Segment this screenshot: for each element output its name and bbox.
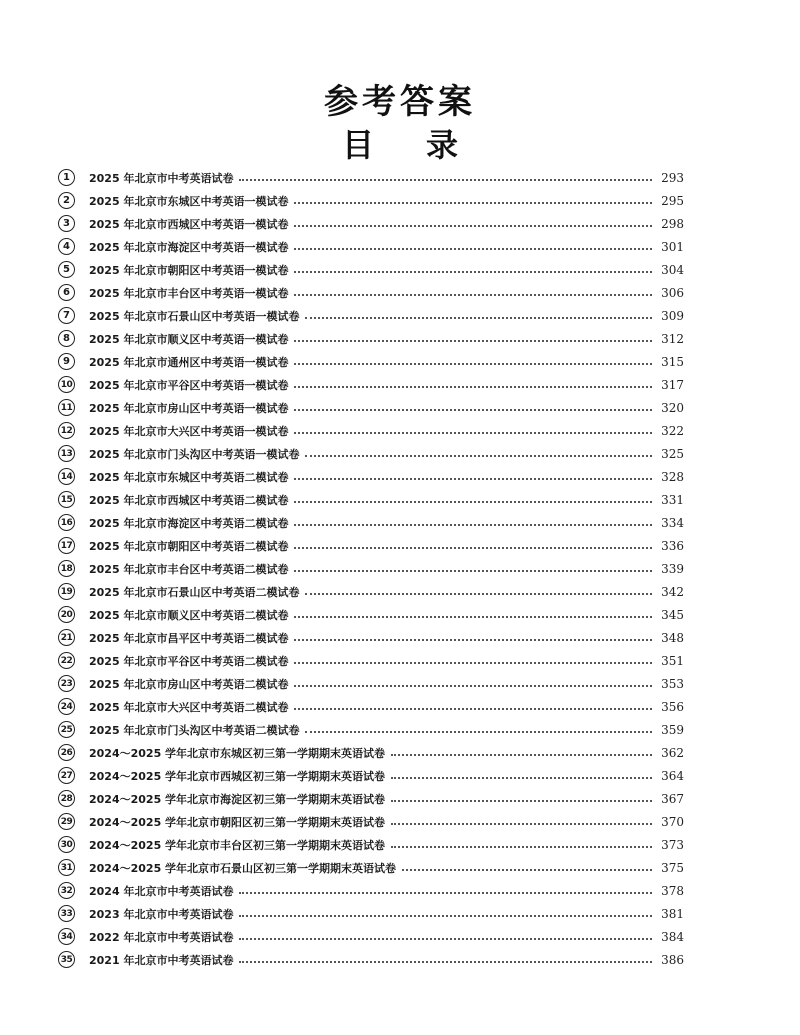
toc-entry[interactable] — [58, 534, 684, 557]
toc-entry[interactable] — [58, 948, 684, 971]
toc-entry[interactable] — [58, 603, 684, 626]
entry-page-number: 320 — [661, 400, 684, 415]
toc-entry[interactable] — [58, 672, 684, 695]
dot-leader — [305, 316, 652, 319]
toc-entry[interactable] — [58, 925, 684, 948]
entry-page-number: 301 — [661, 239, 684, 254]
entry-number-badge: 30 — [58, 836, 75, 853]
entry-title: 2025 年北京市西城区中考英语二模试卷 — [89, 493, 289, 507]
toc-entry[interactable] — [58, 442, 684, 465]
dot-leader — [239, 937, 652, 940]
toc-entry[interactable] — [58, 327, 684, 350]
entry-title: 2025 年北京市朝阳区中考英语一模试卷 — [89, 263, 289, 277]
entry-number-badge: 20 — [58, 606, 75, 623]
toc-entry[interactable] — [58, 396, 684, 419]
entry-page-number: 306 — [661, 285, 684, 300]
entry-page-number: 367 — [661, 791, 684, 806]
toc-entry[interactable] — [58, 580, 684, 603]
entry-page-number: 359 — [661, 722, 684, 737]
dot-leader — [294, 707, 652, 710]
toc-entry[interactable] — [58, 488, 684, 511]
entry-title: 2025 年北京市石景山区中考英语一模试卷 — [89, 309, 300, 323]
entry-title: 2025 年北京市平谷区中考英语二模试卷 — [89, 654, 289, 668]
entry-title: 2025 年北京市大兴区中考英语一模试卷 — [89, 424, 289, 438]
dot-leader — [294, 270, 652, 273]
entry-page-number: 334 — [661, 515, 684, 530]
entry-title: 2025 年北京市丰台区中考英语一模试卷 — [89, 286, 289, 300]
entry-page-number: 317 — [661, 377, 684, 392]
entry-number-badge: 4 — [58, 238, 75, 255]
toc-entry[interactable] — [58, 557, 684, 580]
dot-leader — [294, 385, 652, 388]
entry-number-badge: 27 — [58, 767, 75, 784]
entry-number-badge: 3 — [58, 215, 75, 232]
dot-leader — [294, 431, 652, 434]
toc-heading: 目录 — [341, 126, 510, 164]
entry-number-badge: 15 — [58, 491, 75, 508]
entry-number-badge: 21 — [58, 629, 75, 646]
entry-page-number: 356 — [661, 699, 684, 714]
entry-title: 2024～2025 学年北京市海淀区初三第一学期期末英语试卷 — [89, 792, 386, 806]
dot-leader — [294, 224, 652, 227]
entry-number-badge: 33 — [58, 905, 75, 922]
entry-page-number: 293 — [661, 170, 684, 185]
entry-title: 2025 年北京市通州区中考英语一模试卷 — [89, 355, 289, 369]
entry-title: 2025 年北京市东城区中考英语二模试卷 — [89, 470, 289, 484]
entry-page-number: 339 — [661, 561, 684, 576]
entry-number-badge: 22 — [58, 652, 75, 669]
entry-number-badge: 8 — [58, 330, 75, 347]
toc-entry[interactable] — [58, 189, 684, 212]
toc-entry[interactable] — [58, 511, 684, 534]
dot-leader — [239, 891, 652, 894]
entry-page-number: 373 — [661, 837, 684, 852]
dot-leader — [305, 592, 652, 595]
dot-leader — [402, 868, 652, 871]
entry-page-number: 336 — [661, 538, 684, 553]
toc-entry[interactable] — [58, 419, 684, 442]
entry-number-badge: 26 — [58, 744, 75, 761]
entry-page-number: 328 — [661, 469, 684, 484]
toc-entry[interactable] — [58, 741, 684, 764]
table-of-contents — [58, 166, 684, 971]
dot-leader — [239, 178, 652, 181]
entry-number-badge: 32 — [58, 882, 75, 899]
entry-page-number: 298 — [661, 216, 684, 231]
entry-number-badge: 11 — [58, 399, 75, 416]
toc-entry[interactable] — [58, 626, 684, 649]
entry-title: 2021 年北京市中考英语试卷 — [89, 953, 234, 967]
entry-title: 2025 年北京市门头沟区中考英语一模试卷 — [89, 447, 300, 461]
entry-title: 2025 年北京市海淀区中考英语二模试卷 — [89, 516, 289, 530]
entry-number-badge: 18 — [58, 560, 75, 577]
entry-number-badge: 29 — [58, 813, 75, 830]
entry-page-number: 353 — [661, 676, 684, 691]
toc-entry[interactable] — [58, 373, 684, 396]
entry-title: 2022 年北京市中考英语试卷 — [89, 930, 234, 944]
dot-leader — [294, 638, 652, 641]
entry-page-number: 312 — [661, 331, 684, 346]
entry-page-number: 345 — [661, 607, 684, 622]
entry-title: 2025 年北京市顺义区中考英语一模试卷 — [89, 332, 289, 346]
toc-entry[interactable] — [58, 833, 684, 856]
toc-entry[interactable] — [58, 695, 684, 718]
entry-title: 2025 年北京市顺义区中考英语二模试卷 — [89, 608, 289, 622]
toc-entry[interactable] — [58, 764, 684, 787]
toc-entry[interactable] — [58, 718, 684, 741]
dot-leader — [294, 523, 652, 526]
entry-title: 2025 年北京市门头沟区中考英语二模试卷 — [89, 723, 300, 737]
entry-title: 2024 年北京市中考英语试卷 — [89, 884, 234, 898]
page-title: 参考答案 — [324, 82, 476, 122]
entry-page-number: 315 — [661, 354, 684, 369]
entry-title: 2025 年北京市丰台区中考英语二模试卷 — [89, 562, 289, 576]
entry-number-badge: 6 — [58, 284, 75, 301]
dot-leader — [239, 914, 652, 917]
entry-number-badge: 25 — [58, 721, 75, 738]
entry-title: 2025 年北京市石景山区中考英语二模试卷 — [89, 585, 300, 599]
entry-title: 2025 年北京市昌平区中考英语二模试卷 — [89, 631, 289, 645]
entry-title: 2025 年北京市房山区中考英语一模试卷 — [89, 401, 289, 415]
entry-page-number: 375 — [661, 860, 684, 875]
entry-number-badge: 35 — [58, 951, 75, 968]
toc-entry[interactable] — [58, 465, 684, 488]
entry-title: 2024～2025 学年北京市石景山区初三第一学期期末英语试卷 — [89, 861, 397, 875]
entry-number-badge: 16 — [58, 514, 75, 531]
toc-entry[interactable] — [58, 166, 684, 189]
dot-leader — [391, 845, 652, 848]
toc-entry[interactable] — [58, 879, 684, 902]
entry-number-badge: 7 — [58, 307, 75, 324]
entry-number-badge: 17 — [58, 537, 75, 554]
toc-entry[interactable] — [58, 902, 684, 925]
entry-page-number: 304 — [661, 262, 684, 277]
entry-number-badge: 28 — [58, 790, 75, 807]
dot-leader — [294, 661, 652, 664]
toc-entry[interactable] — [58, 787, 684, 810]
entry-title: 2025 年北京市中考英语试卷 — [89, 171, 234, 185]
dot-leader — [391, 822, 652, 825]
entry-page-number: 348 — [661, 630, 684, 645]
dot-leader — [391, 753, 652, 756]
dot-leader — [294, 247, 652, 250]
dot-leader — [294, 362, 652, 365]
entry-title: 2024～2025 学年北京市朝阳区初三第一学期期末英语试卷 — [89, 815, 386, 829]
entry-page-number: 370 — [661, 814, 684, 829]
dot-leader — [294, 339, 652, 342]
entry-title: 2025 年北京市海淀区中考英语一模试卷 — [89, 240, 289, 254]
entry-page-number: 378 — [661, 883, 684, 898]
toc-entry[interactable] — [58, 856, 684, 879]
entry-title: 2025 年北京市朝阳区中考英语二模试卷 — [89, 539, 289, 553]
entry-number-badge: 13 — [58, 445, 75, 462]
dot-leader — [294, 500, 652, 503]
toc-entry[interactable] — [58, 212, 684, 235]
dot-leader — [305, 730, 652, 733]
dot-leader — [305, 454, 652, 457]
dot-leader — [391, 799, 652, 802]
entry-page-number: 295 — [661, 193, 684, 208]
entry-title: 2025 年北京市东城区中考英语一模试卷 — [89, 194, 289, 208]
entry-title: 2025 年北京市大兴区中考英语二模试卷 — [89, 700, 289, 714]
entry-title: 2025 年北京市西城区中考英语一模试卷 — [89, 217, 289, 231]
entry-number-badge: 34 — [58, 928, 75, 945]
dot-leader — [239, 960, 652, 963]
entry-number-badge: 2 — [58, 192, 75, 209]
toc-entry[interactable] — [58, 810, 684, 833]
entry-title: 2023 年北京市中考英语试卷 — [89, 907, 234, 921]
dot-leader — [294, 684, 652, 687]
dot-leader — [391, 776, 652, 779]
toc-entry[interactable] — [58, 304, 684, 327]
entry-page-number: 362 — [661, 745, 684, 760]
toc-entry[interactable] — [58, 350, 684, 373]
entry-title: 2025 年北京市房山区中考英语二模试卷 — [89, 677, 289, 691]
entry-number-badge: 23 — [58, 675, 75, 692]
entry-page-number: 364 — [661, 768, 684, 783]
entry-number-badge: 24 — [58, 698, 75, 715]
entry-number-badge: 5 — [58, 261, 75, 278]
entry-number-badge: 14 — [58, 468, 75, 485]
dot-leader — [294, 615, 652, 618]
entry-title: 2025 年北京市平谷区中考英语一模试卷 — [89, 378, 289, 392]
dot-leader — [294, 201, 652, 204]
entry-page-number: 381 — [661, 906, 684, 921]
dot-leader — [294, 293, 652, 296]
dot-leader — [294, 569, 652, 572]
entry-page-number: 331 — [661, 492, 684, 507]
entry-page-number: 309 — [661, 308, 684, 323]
dot-leader — [294, 546, 652, 549]
toc-entry[interactable] — [58, 649, 684, 672]
entry-page-number: 386 — [661, 952, 684, 967]
entry-number-badge: 31 — [58, 859, 75, 876]
entry-number-badge: 19 — [58, 583, 75, 600]
toc-entry[interactable] — [58, 281, 684, 304]
entry-number-badge: 12 — [58, 422, 75, 439]
entry-page-number: 325 — [661, 446, 684, 461]
entry-page-number: 322 — [661, 423, 684, 438]
entry-title: 2024～2025 学年北京市西城区初三第一学期期末英语试卷 — [89, 769, 386, 783]
toc-entry[interactable] — [58, 235, 684, 258]
entry-number-badge: 10 — [58, 376, 75, 393]
entry-number-badge: 1 — [58, 169, 75, 186]
dot-leader — [294, 477, 652, 480]
entry-number-badge: 9 — [58, 353, 75, 370]
entry-page-number: 351 — [661, 653, 684, 668]
toc-entry[interactable] — [58, 258, 684, 281]
entry-title: 2024～2025 学年北京市东城区初三第一学期期末英语试卷 — [89, 746, 386, 760]
entry-page-number: 384 — [661, 929, 684, 944]
entry-title: 2024～2025 学年北京市丰台区初三第一学期期末英语试卷 — [89, 838, 386, 852]
entry-page-number: 342 — [661, 584, 684, 599]
dot-leader — [294, 408, 652, 411]
